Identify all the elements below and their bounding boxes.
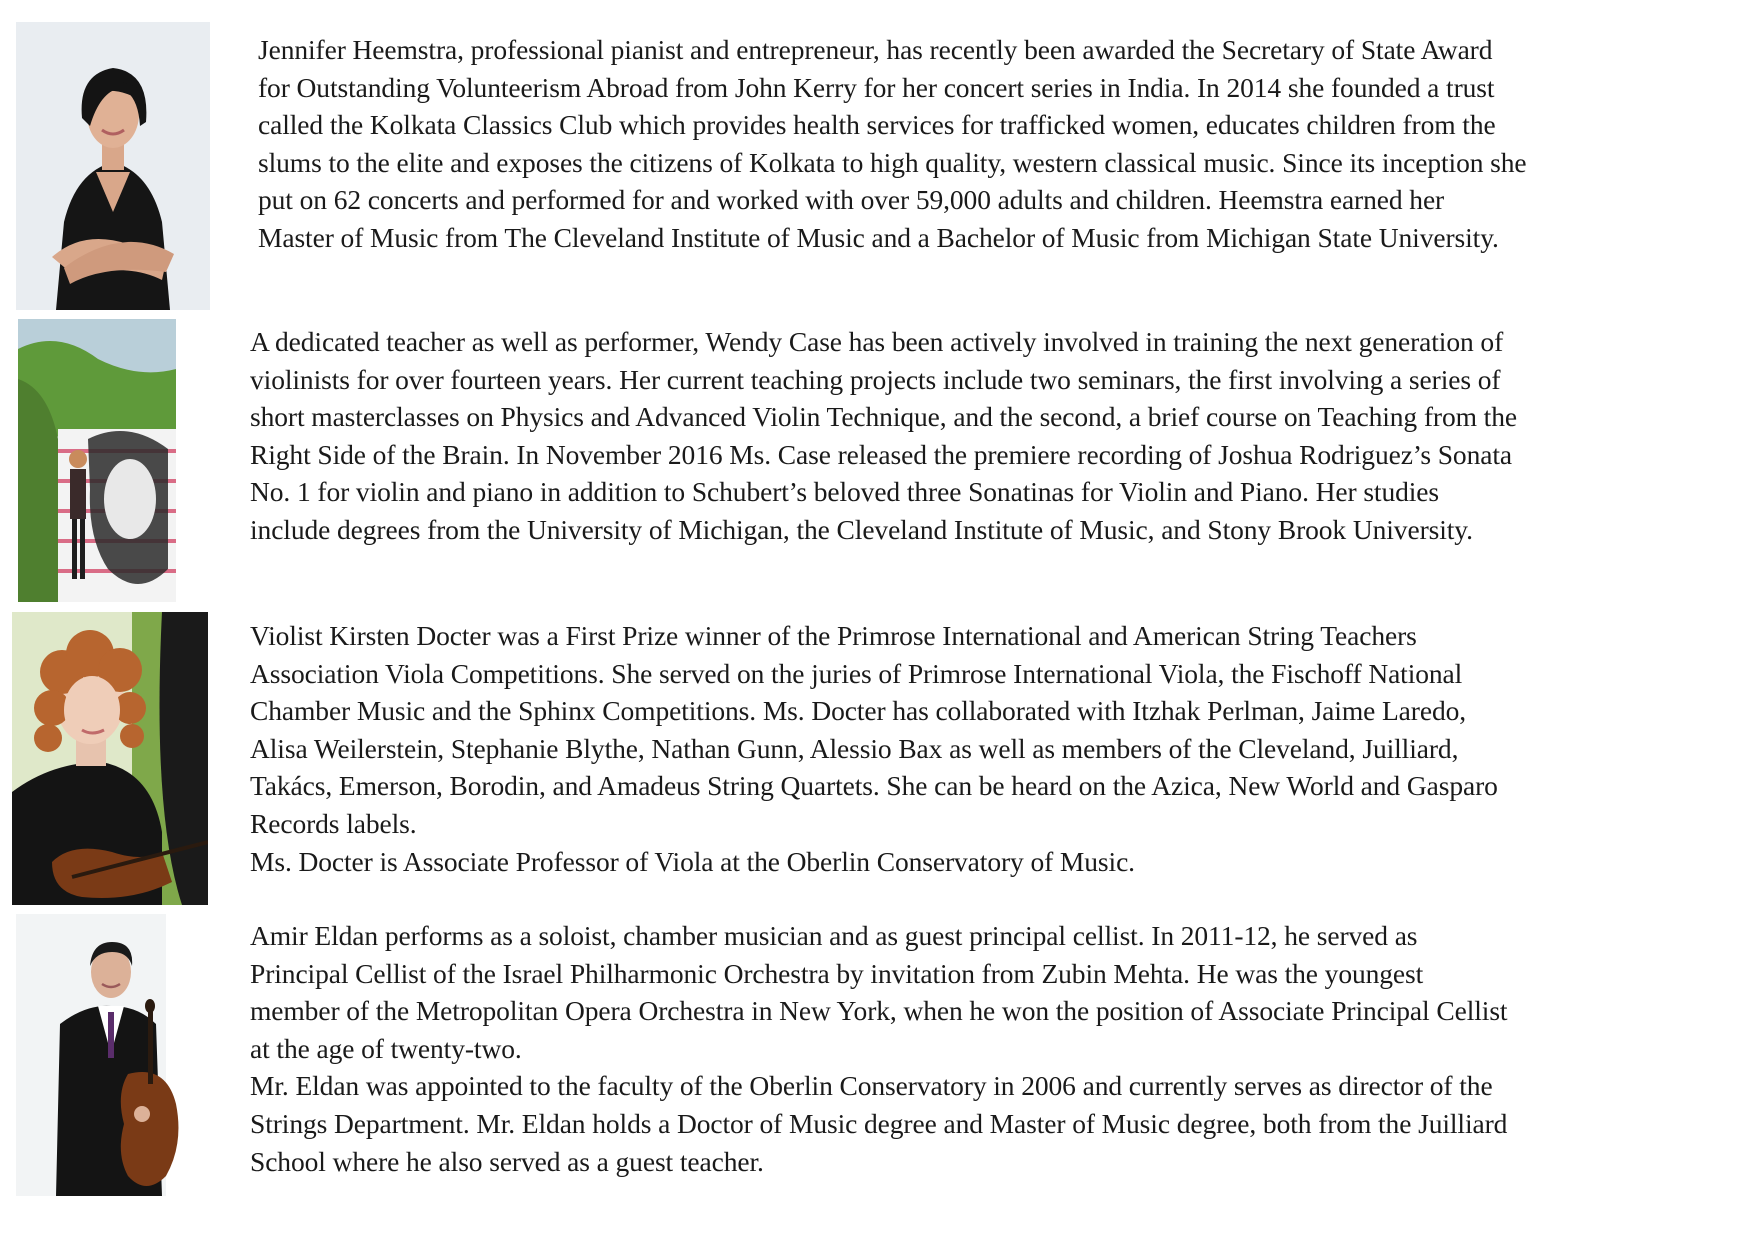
bio-jennifer-heemstra: Jennifer Heemstra, professional pianist and entrepreneur, has recently been awarded the Secretary of State Award for Outstanding Volunteerism Abroad from John Kerry for her concert series in India. In 2014 she founded a trust called the Kolkata Classics Club which provides health services for trafficked women, educates children from the slums to the elite and exposes the citizens of Kolkata to high quality, western classical music. Since its inception she put on 62 concerts and performed for and worked with over 59,000 adults and children. Heemstra earned her Master of Music from The Cleveland Institute of Music and a Bachelor of Music from Michigan State University.	[258, 34, 1527, 253]
bio-amir-eldan: Amir Eldan performs as a soloist, chamber musician and as guest principal cellist. In 2011-12, he served as Principal Cellist of the Israel Philharmonic Orchestra by invitation from Zubin Mehta. He was the youngest member of the Metropolitan Opera Orchestra in New York, when he won the position of Associate Principal Cellist at the age of twenty-two. Mr. Eldan was appointed to the faculty of the Oberlin Conservatory in 2006 and currently serves as director of the Strings Department. Mr. Eldan holds a Doctor of Music degree and Master of Music degree, both from the Juilliard School where he also served as a guest teacher.	[250, 920, 1508, 1177]
bio-kirsten-docter: Violist Kirsten Docter was a First Prize winner of the Primrose International and American String Teachers Association Viola Competitions. She served on the juries of Primrose International Viola, the Fischoff National Chamber Music and the Sphinx Competitions. Ms. Docter has collaborated with Itzhak Perlman, Jaime Laredo, Alisa Weilerstein, Stephanie Blythe, Nathan Gunn, Alessio Bax as well as members of the Cleveland, Juilliard, Takács, Emerson, Borodin, and Amadeus String Quartets. She can be heard on the Azica, New World and Gasparo Records labels. Ms. Docter is Associate Professor of Viola at the Oberlin Conservatory of Music.	[250, 620, 1498, 877]
bio-wendy-case: A dedicated teacher as well as performer, Wendy Case has been actively involved in training the next generation of violinists for over fourteen years. Her current teaching projects include two seminars, the first involving a series of short masterclasses on Physics and Advanced Violin Technique, and the second, a brief course on Teaching from the Right Side of the Brain. In November 2016 Ms. Case released the premiere recording of Joshua Rodriguez’s Sonata No. 1 for violin and piano in addition to Schubert’s beloved three Sonatinas for Violin and Piano. Her studies include degrees from the University of Michigan, the Cleveland Institute of Music, and Stony Brook University.	[250, 326, 1517, 545]
violinist-on-mural-stairs-photo	[18, 319, 176, 602]
portrait-pianist-photo	[16, 22, 210, 310]
cellist-portrait-photo	[16, 914, 206, 1196]
violist-portrait-photo	[12, 612, 208, 905]
